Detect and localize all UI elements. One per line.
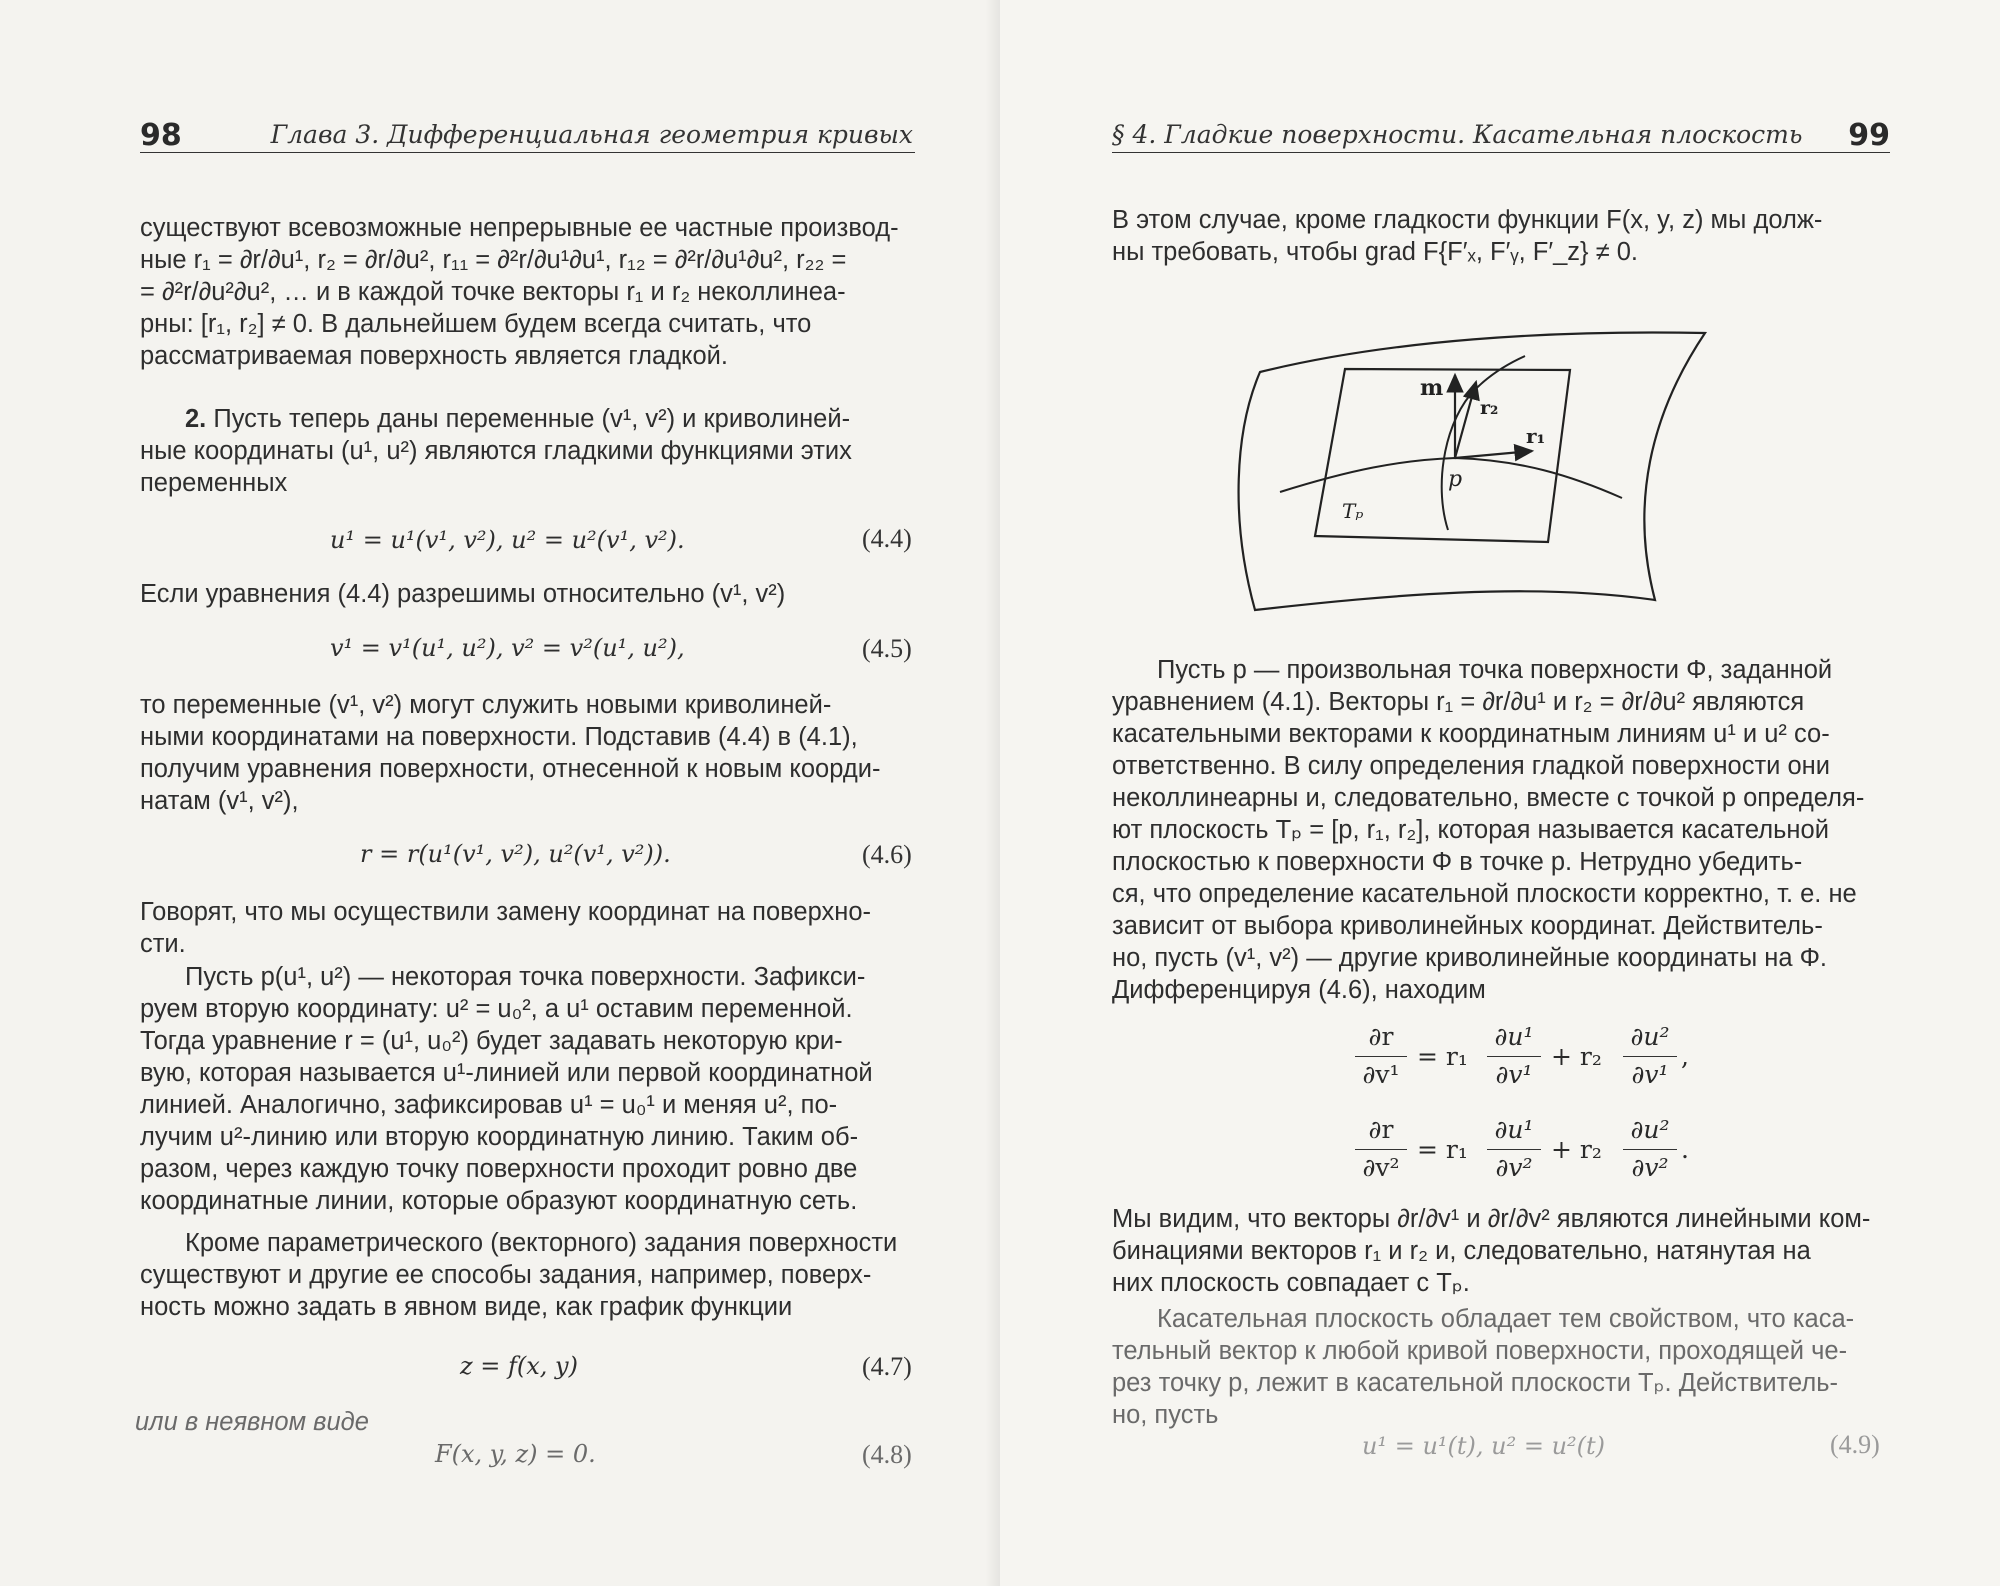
paragraph-2 xyxy=(140,403,915,499)
text-line: Говорят, что мы осуществили замену координат на поверхно- xyxy=(140,898,872,926)
equation-4-7: z = f(x, y) xyxy=(460,1352,578,1380)
text-line: Касательная плоскость обладает тем свойством, что каса- xyxy=(1157,1305,1855,1333)
text-line: Кроме параметрического (векторного) задания поверхности xyxy=(185,1229,898,1257)
text-line: Мы видим, что векторы ∂r/∂v¹ и ∂r/∂v² являются линейными ком- xyxy=(1112,1205,1871,1233)
equation-number: (4.6) xyxy=(862,840,912,869)
text-line: бинациями векторов r₁ и r₂ и, следовательно, натянутая на xyxy=(1112,1237,1811,1265)
text-line: ные координаты (u¹, u²) являются гладкими функциями этих xyxy=(140,437,852,465)
text-line: вую, которая называется u¹-линией или первой координатной xyxy=(140,1059,873,1087)
figure-label-p: p xyxy=(1448,467,1463,492)
fraction-bar xyxy=(1487,1056,1541,1057)
text-line: плоскостью к поверхности Φ в точке p. Нетрудно убедить- xyxy=(1112,848,1803,876)
fraction-bar xyxy=(1623,1056,1677,1057)
equation-term: + r₂ xyxy=(1551,1042,1602,1071)
text-line: переменных xyxy=(140,469,288,497)
fraction-numerator: ∂u² xyxy=(1630,1115,1670,1144)
paragraph-1 xyxy=(140,212,915,372)
equation-4-4: u¹ = u¹(v¹, v²), u² = u²(v¹, v²). xyxy=(330,526,685,554)
page-number: 98 xyxy=(140,118,182,153)
text-line: но, пусть xyxy=(1112,1401,1219,1429)
equation-4-6: r = r(u¹(v¹, v²), u²(v¹, v²)). xyxy=(360,840,671,868)
fraction-denominator: ∂v² xyxy=(1631,1153,1669,1182)
surface-outline xyxy=(1239,332,1705,610)
paragraph-5 xyxy=(140,896,915,960)
text-line: тельный вектор к любой кривой поверхности, проходящей че- xyxy=(1112,1337,1848,1365)
fraction-denominator: ∂v¹ xyxy=(1631,1060,1669,1089)
text-line: них плоскость совпадает с Tₚ. xyxy=(1112,1269,1470,1297)
text-line: существуют всевозможные непрерывные ее частные производ- xyxy=(140,214,899,242)
paragraph-7 xyxy=(140,1227,915,1323)
text-line xyxy=(140,403,915,435)
text-line: линией. Аналогично, зафиксировав u¹ = u₀¹ и меняя u², по- xyxy=(140,1091,838,1119)
fraction-denominator: ∂v¹ xyxy=(1362,1060,1400,1089)
fraction-numerator: ∂u¹ xyxy=(1494,1115,1534,1144)
fraction-bar xyxy=(1355,1149,1407,1150)
text-line: то переменные (v¹, v²) могут служить новыми криволиней- xyxy=(140,691,832,719)
text-fragment: Пусть теперь даны переменные (v¹, v²) и криволиней- xyxy=(206,405,851,433)
text-line: ют плоскость Tₚ = [p, r₁, r₂], которая называется касательной xyxy=(1112,816,1829,844)
text-line: ны требовать, чтобы grad F{F′ₓ, F′ᵧ, F′_z} ≠ 0. xyxy=(1112,238,1638,266)
running-head: Глава 3. Дифференциальная геометрия кривых xyxy=(270,120,913,149)
text-line: = ∂²r/∂u²∂u², … и в каждой точке векторы r₁ и r₂ неколлинеа- xyxy=(140,278,846,306)
paragraph-6 xyxy=(140,961,915,1217)
text-line: или в неявном виде xyxy=(135,1408,369,1436)
right-page xyxy=(1000,0,2000,1586)
text-line: касательными векторами к координатным линиям u¹ и u² со- xyxy=(1112,720,1830,748)
running-head: § 4. Гладкие поверхности. Касательная плоскость xyxy=(1112,120,1803,149)
tangent-vector-r1 xyxy=(1455,451,1532,458)
text-line: уравнением (4.1). Векторы r₁ = ∂r/∂u¹ и r₂ = ∂r/∂u² являются xyxy=(1112,688,1805,716)
equation-term: . xyxy=(1681,1135,1689,1164)
fraction-bar xyxy=(1623,1149,1677,1150)
equation-number: (4.4) xyxy=(862,524,912,553)
text-line: сти. xyxy=(140,930,186,958)
text-line: неколлинеарны и, следовательно, вместе с точкой p определя- xyxy=(1112,784,1865,812)
page-number: 99 xyxy=(1848,118,1890,153)
text-line: рассматриваемая поверхность является гладкой. xyxy=(140,342,728,370)
equation-4-8: F(x, y, z) = 0. xyxy=(435,1440,596,1468)
text-line: координатные линии, которые образуют координатную сеть. xyxy=(140,1187,858,1215)
right-running-header xyxy=(1112,118,1890,153)
text-line: Пусть p(u¹, u²) — некоторая точка поверхности. Зафикси- xyxy=(185,963,866,991)
fraction-denominator: ∂v¹ xyxy=(1495,1060,1533,1089)
equation-term: + r₂ xyxy=(1551,1135,1602,1164)
fraction-numerator: ∂u² xyxy=(1630,1022,1670,1051)
paragraph-3 xyxy=(140,578,915,610)
text-line: Дифференцируя (4.6), находим xyxy=(1112,976,1486,1004)
text-line: получим уравнения поверхности, отнесенной к новым коорди- xyxy=(140,755,881,783)
text-line: руем вторую координату: u² = u₀², а u¹ оставим переменной. xyxy=(140,995,853,1023)
text-line: ные r₁ = ∂r/∂u¹, r₂ = ∂r/∂u², r₁₁ = ∂²r/∂u¹∂u¹, r₁₂ = ∂²r/∂u¹∂u², r₂₂ = xyxy=(140,246,847,274)
fraction-bar xyxy=(1487,1149,1541,1150)
text-line: но, пусть (v¹, v²) — другие криволинейные координаты на Φ. xyxy=(1112,944,1828,972)
text-line: В этом случае, кроме гладкости функции F(x, y, z) мы долж- xyxy=(1112,206,1823,234)
paragraph-8 xyxy=(135,1406,910,1438)
fraction-numerator: ∂r xyxy=(1368,1115,1394,1144)
equation-term: , xyxy=(1681,1042,1689,1071)
equation-number: (4.9) xyxy=(1830,1430,1880,1459)
fraction-numerator: ∂u¹ xyxy=(1494,1022,1534,1051)
text-line: рез точку p, лежит в касательной плоскости Tₚ. Действитель- xyxy=(1112,1369,1838,1397)
fraction-denominator: ∂v² xyxy=(1362,1153,1400,1182)
left-running-header xyxy=(140,118,915,153)
equation-number: (4.7) xyxy=(862,1352,912,1381)
text-line: существуют и другие ее способы задания, например, поверх- xyxy=(140,1261,872,1289)
figure-label-m: m xyxy=(1420,375,1444,401)
paragraph-1 xyxy=(1112,204,1890,268)
paragraph-4 xyxy=(140,689,915,817)
paragraph-2 xyxy=(1112,654,1890,1006)
derivative-equation-2 xyxy=(1355,1115,1715,1195)
text-line: Пусть p — произвольная точка поверхности Φ, заданной xyxy=(1157,656,1833,684)
figure-label-tp: Tₚ xyxy=(1342,499,1364,523)
text-line: лучим u²-линию или вторую координатную линию. Таким об- xyxy=(140,1123,859,1151)
derivative-equation-1 xyxy=(1355,1022,1715,1102)
tangent-plane-figure xyxy=(1230,320,1740,620)
text-line: ответственно. В силу определения гладкой поверхности они xyxy=(1112,752,1831,780)
fraction-numerator: ∂r xyxy=(1368,1022,1394,1051)
text-line: зависит от выбора криволинейных координат. Действитель- xyxy=(1112,912,1823,940)
paragraph-4 xyxy=(1112,1303,1890,1431)
text-line: Если уравнения (4.4) разрешимы относительно (v¹, v²) xyxy=(140,580,786,608)
fraction-denominator: ∂v² xyxy=(1495,1153,1533,1182)
equation-number: (4.5) xyxy=(862,634,912,663)
equation-number: (4.8) xyxy=(862,1440,912,1469)
text-line: рны: [r₁, r₂] ≠ 0. В дальнейшем будем всегда считать, что xyxy=(140,310,812,338)
text-line: разом, через каждую точку поверхности проходит ровно две xyxy=(140,1155,858,1183)
equation-term: = r₁ xyxy=(1417,1042,1468,1071)
item-number: 2. xyxy=(185,405,207,433)
equation-4-5: v¹ = v¹(u¹, u²), v² = v²(u¹, u²), xyxy=(330,634,685,662)
text-line: ся, что определение касательной плоскости корректно, т. е. не xyxy=(1112,880,1857,908)
equation-term: = r₁ xyxy=(1417,1135,1468,1164)
figure-label-r1: r₁ xyxy=(1526,424,1546,448)
text-line: ными координатами на поверхности. Подставив (4.4) в (4.1), xyxy=(140,723,858,751)
text-line: Тогда уравнение r = (u¹, u₀²) будет задавать некоторую кри- xyxy=(140,1027,843,1055)
equation-4-9: u¹ = u¹(t), u² = u²(t) xyxy=(1362,1432,1606,1460)
paragraph-3 xyxy=(1112,1203,1890,1299)
text-line: натам (v¹, v²), xyxy=(140,787,299,815)
text-line: ность можно задать в явном виде, как график функции xyxy=(140,1293,793,1321)
tangent-vector-r2 xyxy=(1455,382,1476,458)
fraction-bar xyxy=(1355,1056,1407,1057)
figure-label-r2: r₂ xyxy=(1480,397,1499,419)
